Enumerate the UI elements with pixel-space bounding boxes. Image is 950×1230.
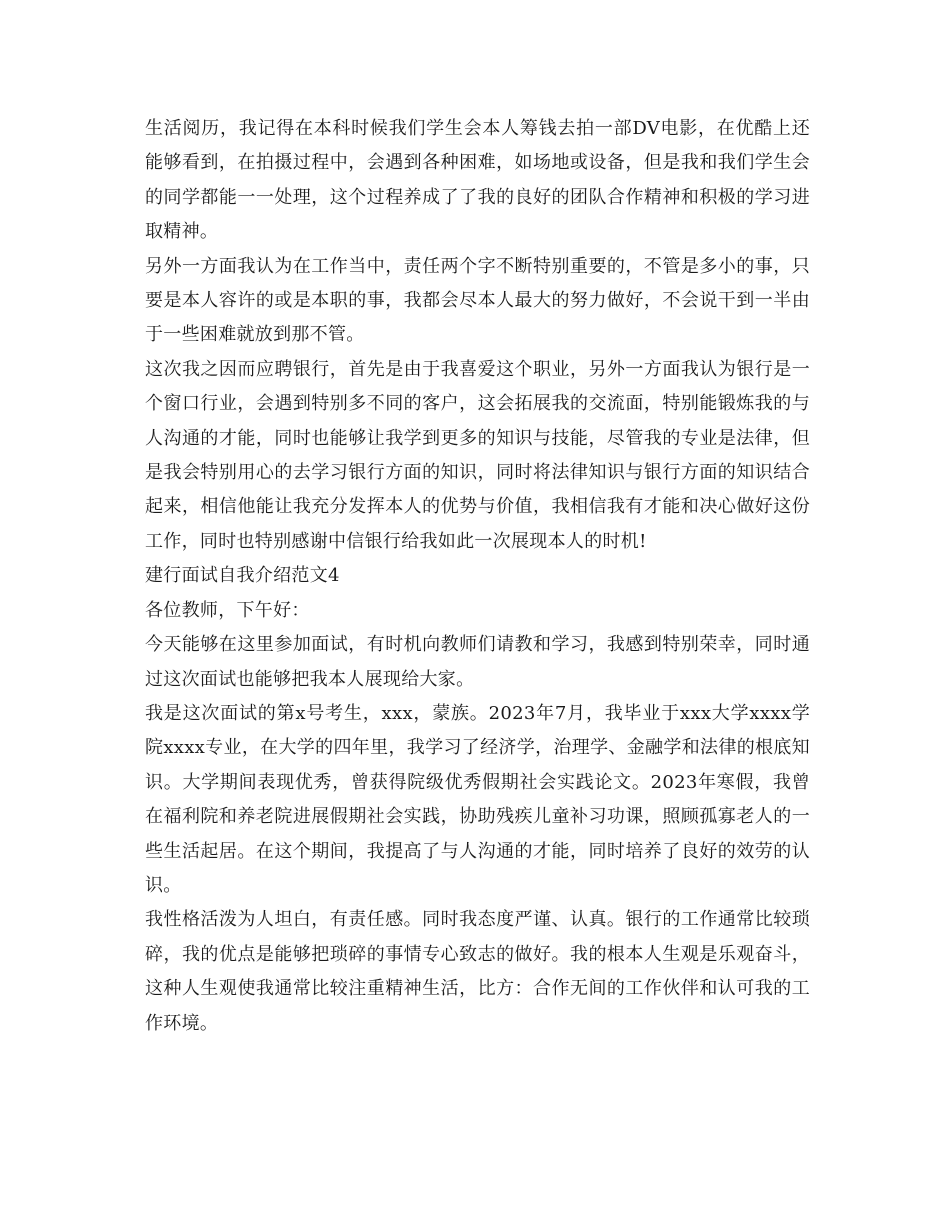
paragraph-introduction: 今天能够在这里参加面试，有时机向教师们请教和学习，我感到特别荣幸，同时通过这次面试也能够把我本人展现给大家。 [145,634,810,690]
section-heading: 建行面试自我介绍范文4 [145,565,340,587]
paragraph-greeting: 各位教师，下午好： [145,599,310,621]
paragraph-life-experience: 生活阅历，我记得在本科时候我们学生会本人筹钱去拍一部DV电影，在优酷上还能够看到，在拍摄过程中，会遇到各种困难，如场地或设备，但是我和我们学生会的同学都能一一处理，这个过程养成了了我的良好的团队合作精神和积极的学习进取精神。 [145,118,810,243]
paragraph-responsibility: 另外一方面我认为在工作当中，责任两个字不断特别重要的，不管是多小的事，只要是本人容许的或是本职的事，我都会尽本人最大的努力做好，不会说干到一半由于一些困难就放到那不管。 [145,255,810,346]
paragraph-personality: 我性格活泼为人坦白，有责任感。同时我态度严谨、认真。银行的工作通常比较琐碎，我的优点是能够把琐碎的事情专心致志的做好。我的根本人生观是乐观奋斗，这种人生观使我通常比较注重精神生活，比方：合作无间的工作伙伴和认可我的工作环境。 [145,909,810,1034]
paragraph-education: 我是这次面试的第x号考生，xxx，蒙族。2023年7月，我毕业于xxx大学xxxx学院xxxx专业，在大学的四年里，我学习了经济学，治理学、金融学和法律的根底知识。大学期间表现优秀，曾获得院级优秀假期社会实践论文。2023年寒假，我曾在福利院和养老院进展假期社会实践，协助残疾儿童补习功课，照顾孤寡老人的一些生活起居。在这个期间，我提高了与人沟通的才能，同时培养了良好的效劳的认识。 [145,702,810,896]
paragraph-reason-for-applying: 这次我之因而应聘银行，首先是由于我喜爱这个职业，另外一方面我认为银行是一个窗口行业，会遇到特别多不同的客户，这会拓展我的交流面，特别能锻炼我的与人沟通的才能，同时也能够让我学到更多的知识与技能，尽管我的专业是法律，但是我会特别用心的去学习银行方面的知识，同时将法律知识与银行方面的知识结合起来，相信他能让我充分发挥本人的优势与价值，我相信我有才能和决心做好这份工作，同时也特别感谢中信银行给我如此一次展现本人的时机! [145,358,810,552]
document-body [145,112,810,1041]
